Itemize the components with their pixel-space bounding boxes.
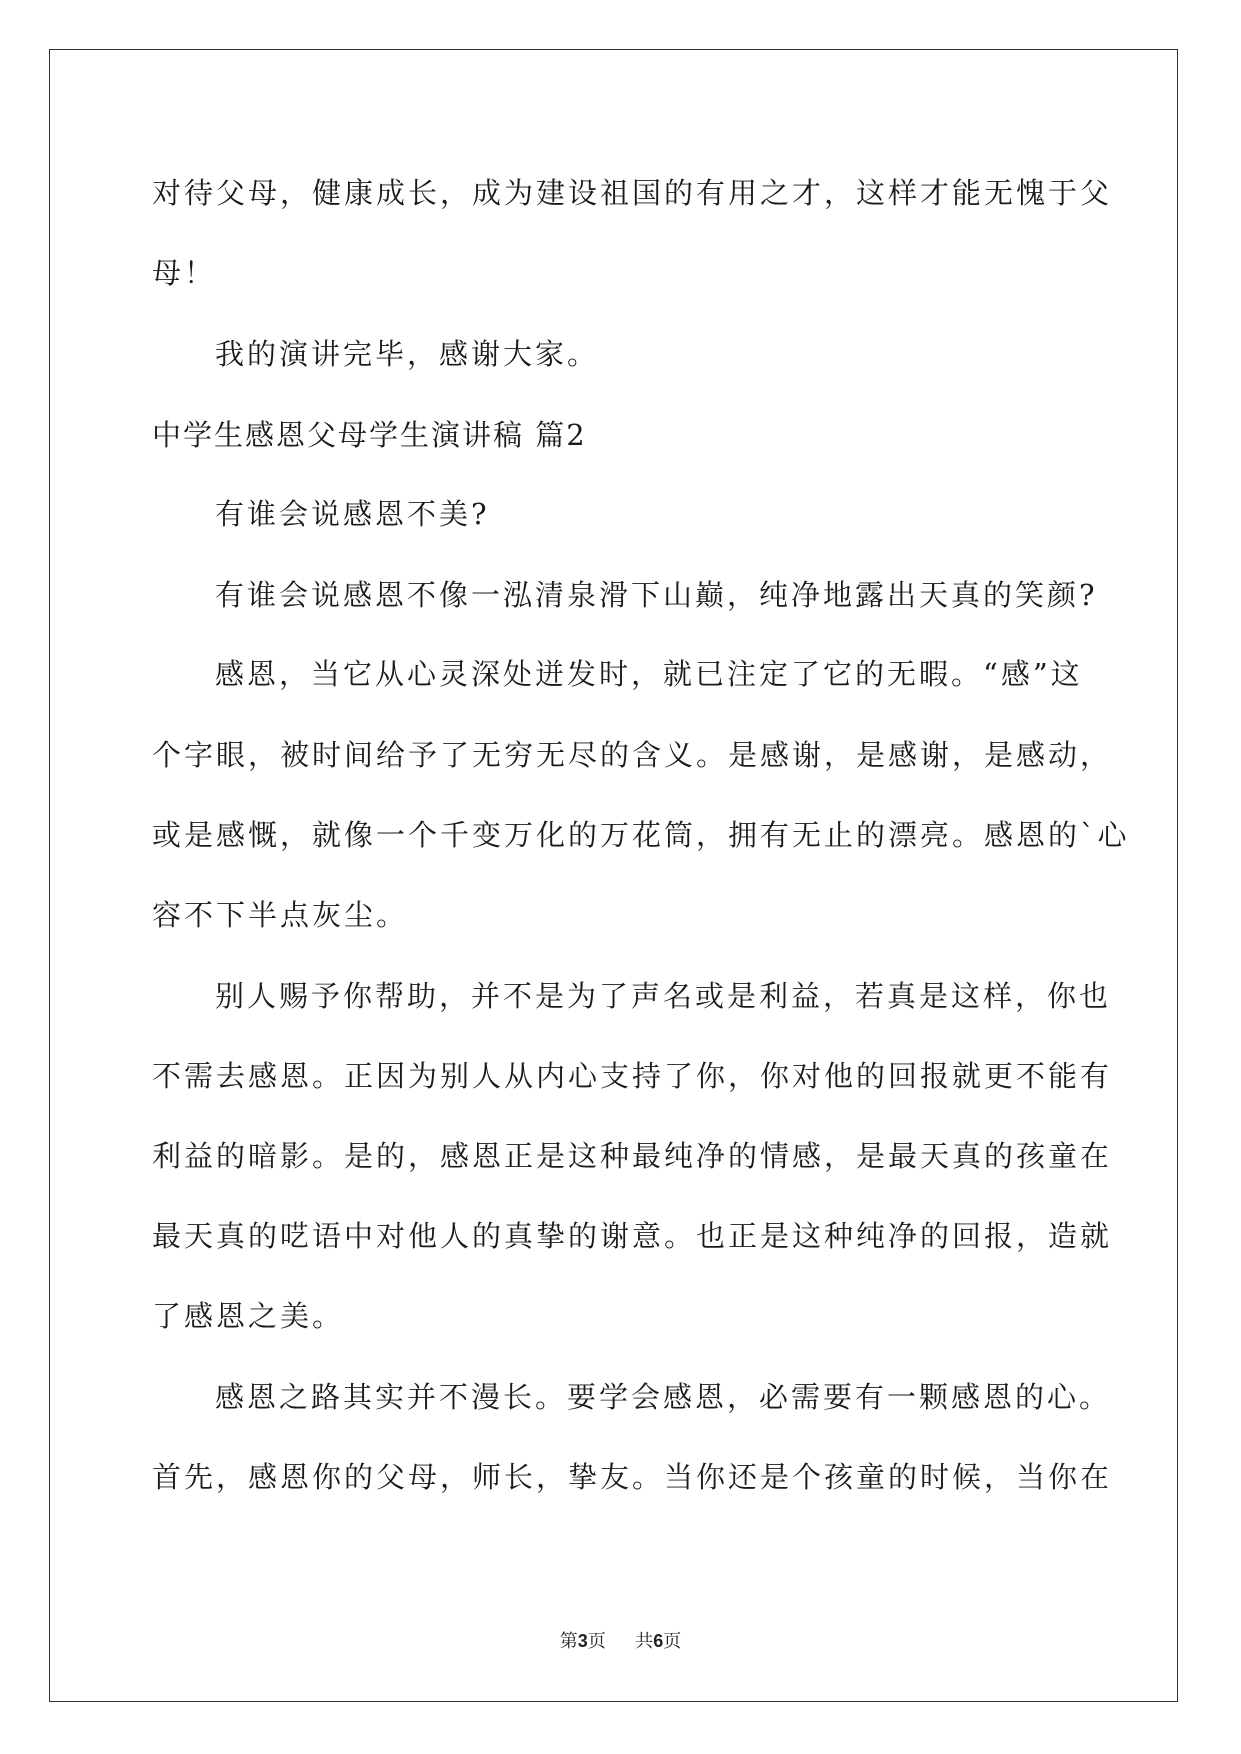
body-line: 我的演讲完毕，感谢大家。 [215,337,600,371]
section-heading: 中学生感恩父母学生演讲稿 篇2 [152,418,587,452]
body-line: 首先，感恩你的父母，师长，挚友。当你还是个孩童的时候，当你在 [152,1460,1113,1494]
body-line: 有谁会说感恩不美? [215,497,490,531]
body-line: 别人赐予你帮助，并不是为了声名或是利益，若真是这样，你也 [215,979,1112,1013]
page-label-suffix: 页 [587,1631,606,1652]
body-line: 对待父母，健康成长，成为建设祖国的有用之才，这样才能无愧于父 [152,176,1113,210]
body-line: 容不下半点灰尘。 [152,898,409,932]
body-line: 了感恩之美。 [152,1299,345,1333]
page-number: 3 [577,1631,588,1651]
page-label-prefix: 第 [559,1631,578,1652]
body-line: 或是感慨，就像一个千变万化的万花筒，拥有无止的漂亮。感恩的`心 [152,818,1130,852]
body-line: 母！ [152,256,217,290]
body-line: 利益的暗影。是的，感恩正是这种最纯净的情感，是最天真的孩童在 [152,1139,1113,1173]
body-line: 最天真的呓语中对他人的真挚的谢意。也正是这种纯净的回报，造就 [152,1219,1113,1253]
page-footer [0,1627,1241,1653]
body-line: 有谁会说感恩不像一泓清泉滑下山巅，纯净地露出天真的笑颜? [215,578,1098,612]
page-border [49,49,1178,1702]
total-label-suffix: 页 [663,1631,682,1652]
body-line: 个字眼，被时间给予了无穷无尽的含义。是感谢，是感谢，是感动， [152,738,1113,772]
body-line: 不需去感恩。正因为别人从内心支持了你，你对他的回报就更不能有 [152,1059,1113,1093]
total-label-prefix: 共 [635,1631,654,1652]
total-pages: 6 [653,1631,664,1651]
body-line: 感恩，当它从心灵深处迸发时，就已注定了它的无暇。“感”这 [215,657,1083,691]
body-line: 感恩之路其实并不漫长。要学会感恩，必需要有一颗感恩的心。 [215,1380,1112,1414]
